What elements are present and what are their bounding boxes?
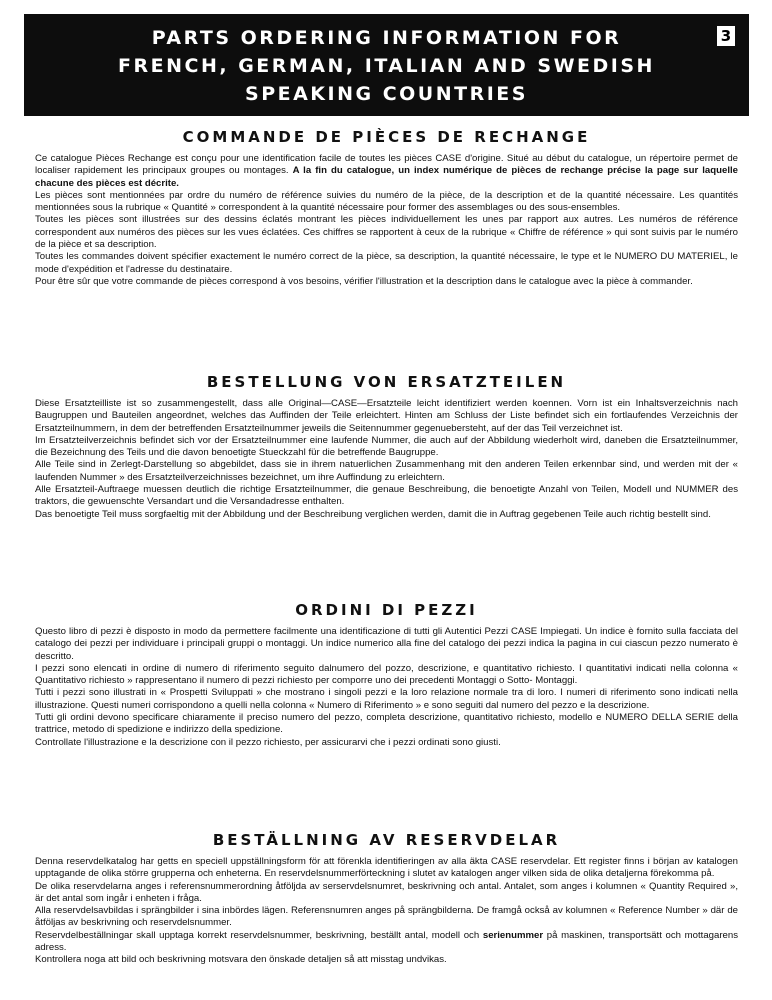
section-german-paragraph-5: Das benoetigte Teil muss sorgfaeltig mit der Abbildung und der Beschreibung verglichen werden, damit die in Auftrag gegebenen Teile auch richtig bestellt sind. — [35, 508, 711, 520]
section-swedish-paragraph-1: Denna reservdelkatalog har getts en speciell uppställningsform för att förenkla identifieringen av alla äkta CASE reservdelar. Ett register finns i början av katalogen upptagande de olika större grupperna och enheterna. En reservdelsnummerförteckning i slutet av katalogen anger vilken sida de olika detaljerna förekomma på. — [35, 856, 738, 880]
section-german — [35, 373, 738, 521]
section-swedish-p4-text-a: Reservdelbeställningar skall upptaga korrekt reservdelsnummer, beskrivning, beställt antal, modell och — [35, 929, 483, 941]
header-line-2: FRENCH, GERMAN, ITALIAN AND SWEDISH — [118, 55, 655, 77]
section-french-paragraph-2: Les pièces sont mentionnées par ordre du numéro de référence suivies du numéro de la pièce, de la description et de la quantité nécessaire. Les quantités mentionnées sous la rubrique « Quantité » correspondent à la quantité nécessaire pour former des assemblages ou des sous-ensembles. — [35, 189, 738, 214]
page-number: 3 — [717, 26, 735, 46]
section-swedish-paragraph-4 — [35, 930, 738, 955]
section-german-paragraph-4: Alle Ersatzteil-Auftraege muessen deutlich die richtige Ersatzteilnummer, die genaue Beschreibung, die benoetigte Anzahl von Teilen, Modell und NUMMER des traktors, die gewuenschte Versandart und die Versandadresse enthalten. — [35, 484, 738, 508]
section-french-p1-bold: A la fin du catalogue, un index numérique de pièces de rechange précise la page sur laquelle chacune des pièces est décrite. — [35, 165, 738, 189]
section-swedish-p4-text-c: på maskinen, transportsätt och mottagarens adress. — [35, 929, 738, 954]
section-french — [35, 128, 738, 288]
section-italian-paragraph-1: Questo libro di pezzi è disposto in modo da permettere facilmente una identificazione di tutti gli Autentici Pezzi CASE Impiegati. Un indice è fornito sulla facciata del catalogo dei pezzi per individuare i principali gruppi o montaggi. Un indice numerico alla fine del catalogo dei pezzi indica la pagina in cui ciascun pezzo numerato è descritto. — [35, 626, 738, 662]
header-line-1: PARTS ORDERING INFORMATION FOR — [151, 27, 622, 49]
section-german-paragraph-3: Alle Teile sind in Zerlegt-Darstellung so abgebildet, dass sie in ihrem natuerlichen Zusammenhang mit den anderen Teilen erkennbar sind, und werden mit der « laufenden Nummer » des Ersatzteilverzeichnisses bezeichnet, um ihre Auffindung zu erleichtern. — [35, 459, 738, 483]
section-italian-paragraph-5: Controllate l'illustrazione e la descrizione con il pezzo richiesto, per assicurarvi che i pezzi ordinati sono giusti. — [35, 736, 501, 748]
section-swedish-title: BESTÄLLNING AV RESERVDELAR — [212, 831, 561, 849]
section-swedish — [35, 831, 738, 967]
section-french-title: COMMANDE DE PIÈCES DE RECHANGE — [182, 128, 591, 146]
section-italian-paragraph-2: I pezzi sono elencati in ordine di numero di riferimento seguito dalnumero del pozzo, descrizione, e quantitativo richiesto. I quantitativi indicati nella colonna « Quantitativo richiesto » rappresentano il numero di pezzi richiesto per comporre uno dei precedenti Montaggi o Sotto- Montaggi. — [35, 662, 738, 687]
section-german-title: BESTELLUNG VON ERSATZTEILEN — [206, 373, 567, 391]
section-german-paragraph-2: Im Ersatzteilverzeichnis befindet sich vor der Ersatzteilnummer eine laufende Nummer, die auch auf der Abbildung wiederholt wird, daneben die Ersatzteilnummer, die Bezeichnung des Teils und die davon benoetigte Stueckzahl für die betreffende Baugruppe. — [35, 434, 738, 459]
section-french-paragraph-4: Toutes les commandes doivent spécifier exactement le numéro correct de la pièce, sa description, la quantité nécessaire, le type et le NUMERO DU MATERIEL, le mode d'expédition et l'adresse du destinataire. — [35, 251, 738, 275]
section-italian-paragraph-4: Tutti gli ordini devono specificare chiaramente il preciso numero del pezzo, completa descrizione, quantitativo richiesto, modello e NUMERO DELLA SERIE della trattrice, metodo di spedizione e indirizzo della spedizione. — [35, 712, 738, 736]
section-italian — [35, 601, 738, 749]
section-german-paragraph-1: Diese Ersatzteilliste ist so zusammengestellt, dass alle Original—CASE—Ersatzteile leicht identifiziert werden koennen. Vorn ist ein Inhaltsverzeichnis nach Baugruppen und Bauteilen angeordnet, welches das Auffinden der Teile erleichtert. Hinten am Schluss der Liste befindet sich ein fortlaufendes Verzeichnis der Ersatzteilnummern, in dem der betreffenden Ersatzteilnummer jeweils die Seitennummer gegenuebersteht, auf der das Teil verzeichnet ist. — [35, 398, 738, 434]
section-swedish-paragraph-2: De olika reservdelarna anges i referensnummerordning åtföljda av serservdelsnumret, beskrivning och antal. Antalet, som anges i kolumnen « Quantity Required », är det antal som ingår i enheten i fråga. — [35, 880, 738, 904]
section-french-paragraph-5: Pour être sûr que votre commande de pièces correspond à vos besoins, vérifier l'illustration et la description dans le catalogue avec la pièce à commander. — [35, 275, 693, 287]
section-french-paragraph-1 — [35, 153, 738, 190]
header-banner — [24, 14, 749, 116]
section-italian-paragraph-3: Tutti i pezzi sono illustrati in « Prospetti Sviluppati » che mostrano i singoli pezzi e la loro relazione normale tra di loro. I numeri di riferimento sono indicati nella illustrazione. Questi numeri corrispondono a quelli nella colonna « Numero di Riferimento » e sono seguiti dal numero del pezzo e la descrizione. — [35, 687, 738, 711]
section-italian-title: ORDINI DI PEZZI — [295, 601, 478, 619]
section-swedish-paragraph-3: Alla reservdelsavbildas i sprängbilder i sina inbördes lägen. Referensnumren anges på sprängbilderna. De framgå också av kolumnen « Reference Number » där de åtföljas av beskrivning och reservdelsnummer. — [35, 905, 738, 929]
section-swedish-paragraph-5: Kontrollera noga att bild och beskrivning motsvara den önskade detaljen så att misstag undvikas. — [35, 954, 447, 966]
header-line-3: SPEAKING COUNTRIES — [245, 83, 528, 105]
section-swedish-p4-bold: serienummer — [482, 929, 544, 941]
section-french-p1-text: Ce catalogue Pièces Rechange est conçu pour une identification facile de toutes les pièces CASE d'origine. Situé au début du catalogue, un répertoire permet de localiser rapidement les principaux groupes ou montages. — [35, 153, 738, 177]
section-french-paragraph-3: Toutes les pièces sont illustrées sur des dessins éclatés montrant les pièces individuellement les unes par rapport aux autres. Les numéros de référence correspondent aux numéros des pièces sur les vues éclatées. Ces chiffres se rapportent à ceux de la rubrique « Chiffre de référence » qui sont suivis par le numéro de la pièce et sa description. — [35, 214, 738, 251]
